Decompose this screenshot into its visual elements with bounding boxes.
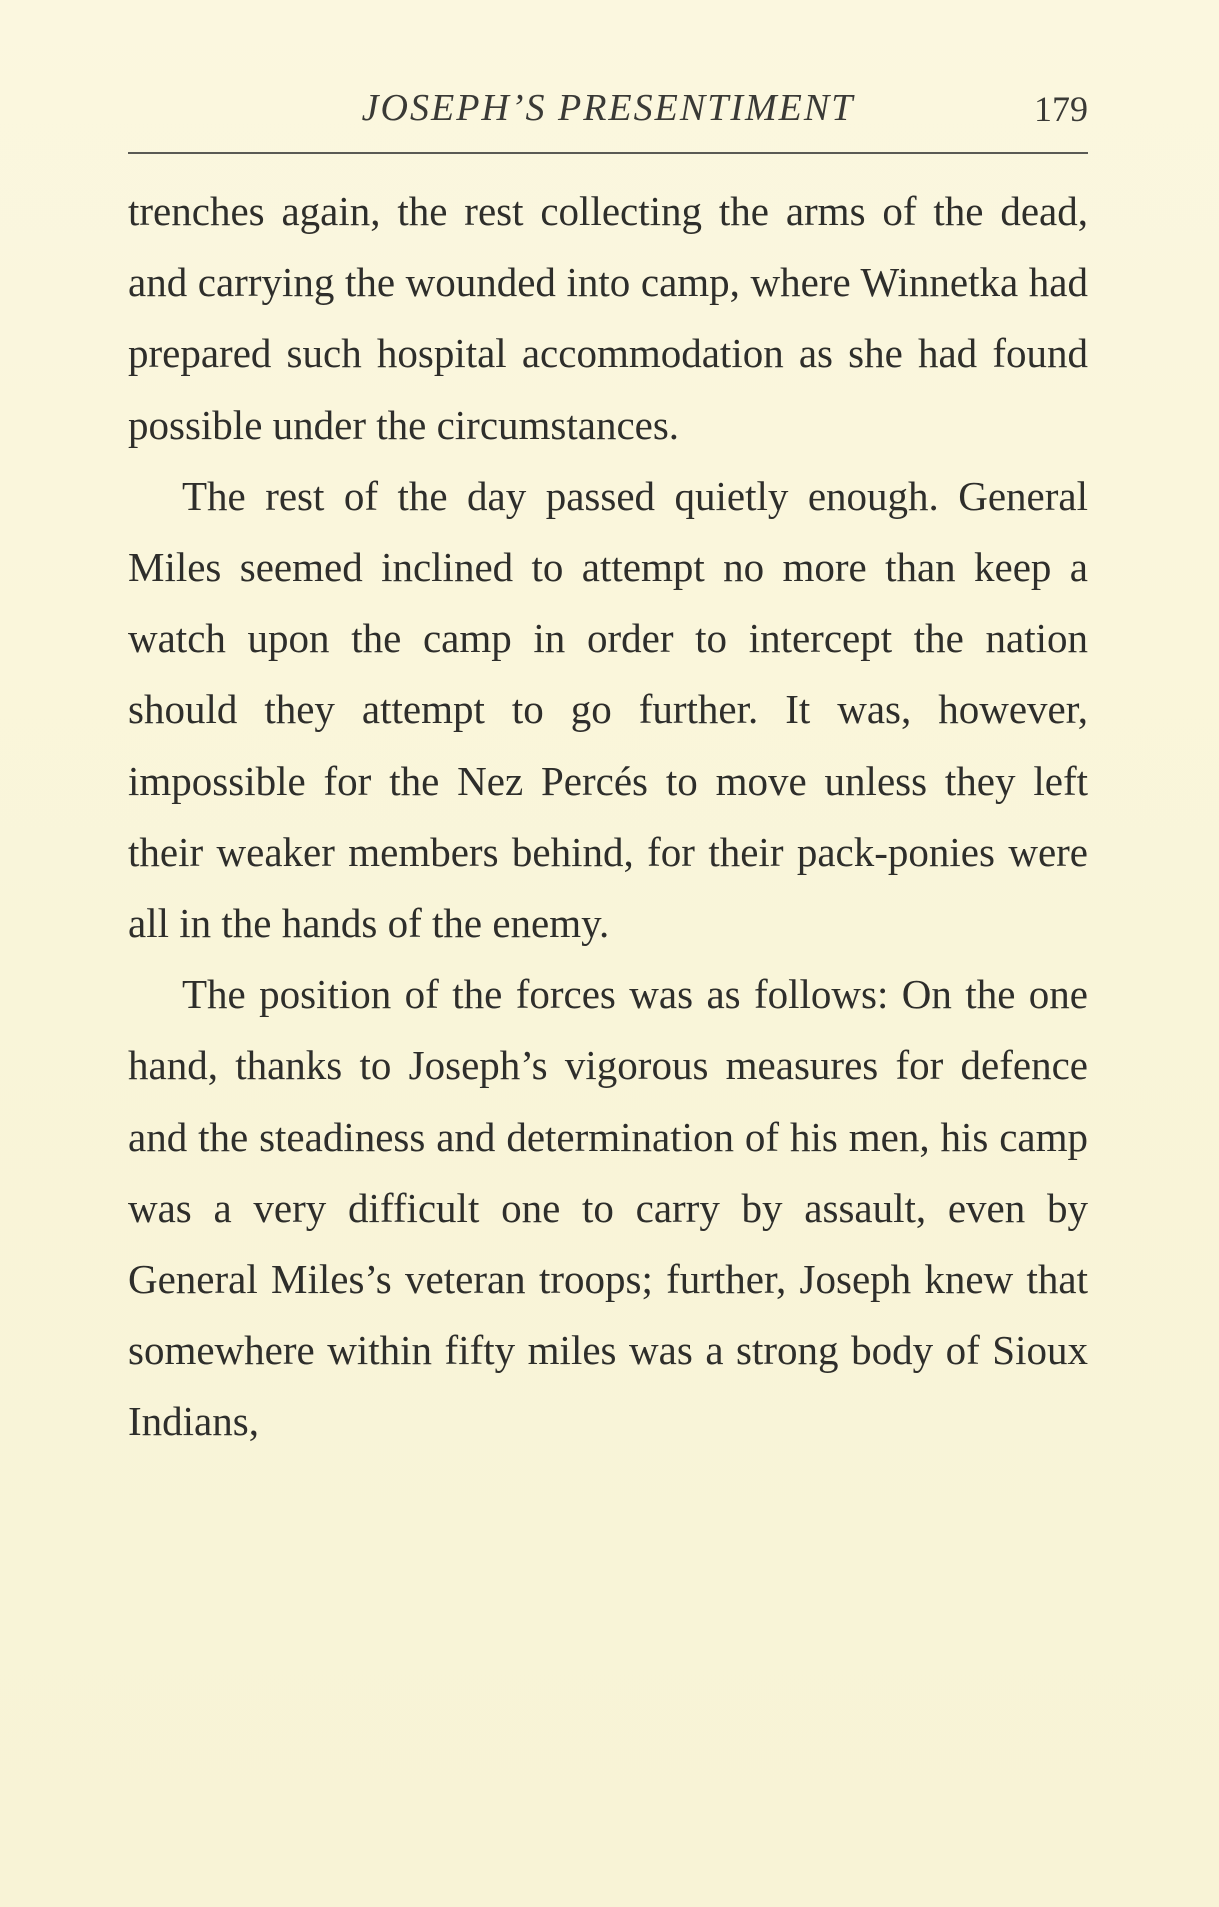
page-header (128, 86, 1088, 146)
paragraph: The rest of the day passed quietly enough. General Miles seemed inclined to attempt no more than keep a watch upon the camp in order to intercept the nation should they attempt to go further. It was, however, impossible for the Nez Percés to move unless they left their weaker members behind, for their pack-ponies were all in the hands of the enemy. (128, 472, 1088, 947)
page-number: 179 (1034, 89, 1088, 129)
running-head: JOSEPH’S PRESENTIMENT (361, 87, 855, 129)
paragraph: The position of the forces was as follows: On the one hand, thanks to Joseph’s vigorous measures for defence and the steadiness and determination of his men, his camp was a very difficult one to carry by assault, even by General Miles’s veteran troops; further, Joseph knew that somewhere within fifty miles was a strong body of Sioux Indians, (128, 971, 1088, 1445)
header-rule (128, 152, 1088, 154)
paragraph: trenches again, the rest collecting the arms of the dead, and carrying the wounded into camp, where Winnetka had prepared such hospital accommodation as she had found possible under the circumstances. (128, 188, 1088, 448)
body-text (128, 176, 1088, 1458)
